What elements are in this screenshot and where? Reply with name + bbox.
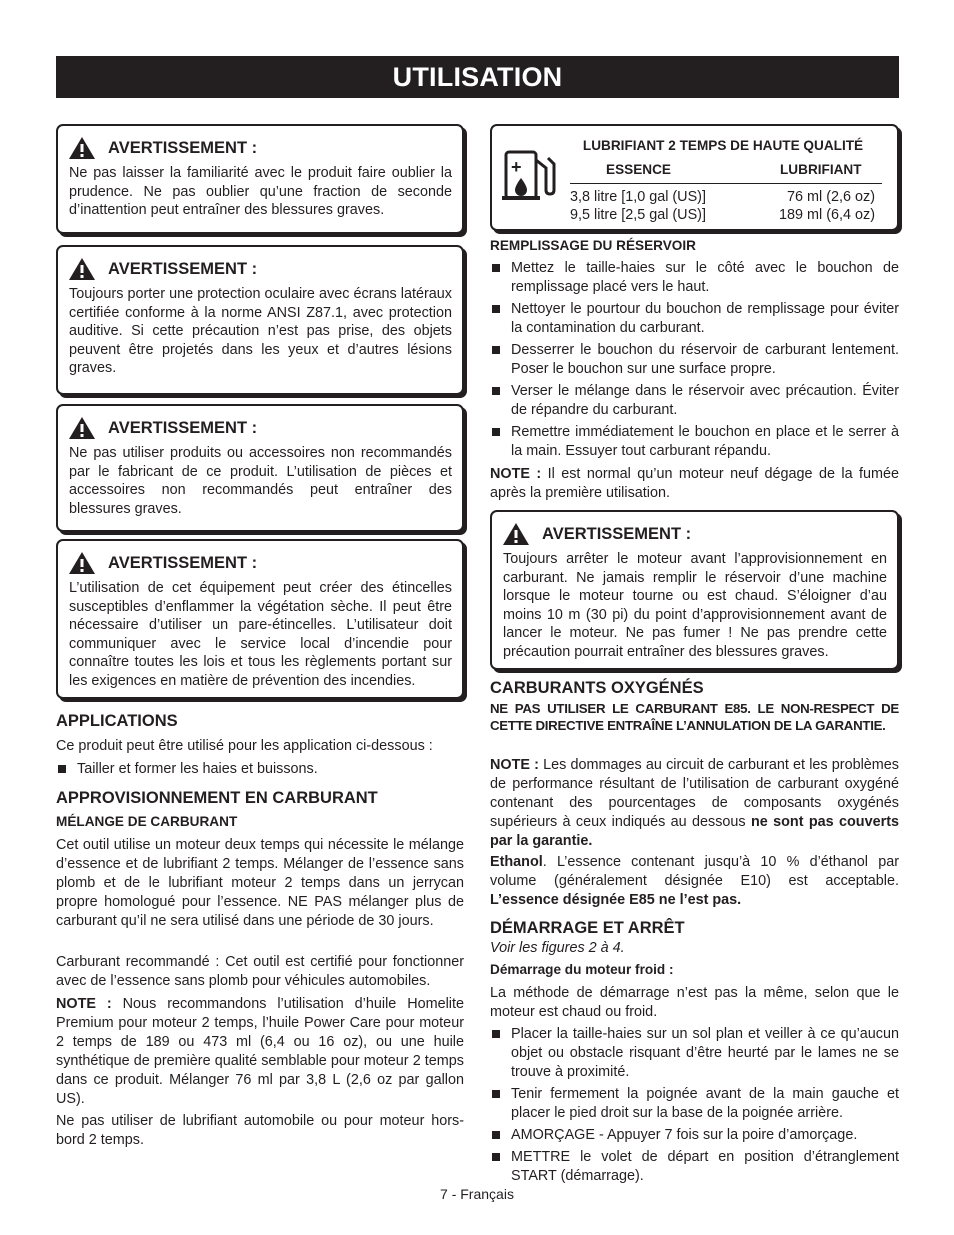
warning-text: L’utilisation de cet équipement peut créer des étincelles susceptibles d’enflammer la végétation sèche. Il peut être nécessaire d’utiliser un pare-étincelles. L’utilisateur doit communiquer avec le service local d’incendie pour connaître toutes les lois et tous les règlements portant sur les exigences en matière de prévention des incendies. (69, 580, 452, 689)
subheading-fuel-mix: MÉLANGE DE CARBURANT (56, 814, 238, 829)
fuel-table-cell: 3,8 litre [1,0 gal (US)] (570, 189, 706, 205)
warning-triangle-icon (68, 136, 96, 160)
section-heading-start-stop: DÉMARRAGE ET ARRÊT (490, 919, 685, 937)
warning-box (56, 124, 464, 234)
page-title: UTILISATION (56, 56, 899, 98)
list-item: Mettez le taille-haies sur le côté avec le bouchon de remplissage placé vers le haut. (490, 259, 899, 297)
bullet-square-icon (492, 1030, 500, 1038)
fuel-table-divider (570, 183, 882, 184)
warning-title: AVERTISSEMENT : (108, 553, 258, 572)
list-item: Tailler et former les haies et buissons. (56, 760, 464, 779)
subheading-cold-start: Démarrage du moteur froid : (490, 962, 674, 977)
fuel-table-cell: 9,5 litre [2,5 gal (US)] (570, 207, 706, 223)
bullet-square-icon (492, 264, 500, 272)
start-intro-paragraph: La méthode de démarrage n’est pas la même, selon que le moteur est chaud ou froid. (490, 985, 899, 1020)
bullet-square-icon (58, 765, 66, 773)
list-item: Verser le mélange dans le réservoir avec précaution. Éviter de répandre du carburant. (490, 382, 899, 420)
warning-box (56, 245, 464, 395)
tank-filling-list (490, 259, 899, 464)
list-item: Placer la taille-haies sur un sol plan et veiller à ce qu’aucun objet ou obstacle risquant d’être heurté par le lames ne se trouve à proximité. (490, 1025, 899, 1082)
fuel-table-header-oil: LUBRIFIANT (780, 162, 862, 177)
bullet-square-icon (492, 1131, 500, 1139)
ethanol-paragraph: Ethanol. L’essence contenant jusqu’à 10 % d’éthanol par volume (généralement désignée E10) est acceptable. L’essence désignée E85 ne l’est pas. (490, 854, 899, 908)
svg-text:+: + (511, 157, 522, 177)
list-item: Desserrer le bouchon du réservoir de carburant lentement. Poser le bouchon sur une surface propre. (490, 341, 899, 379)
warning-text: Ne pas laisser la familiarité avec le produit faire oublier la prudence. Ne pas oublier qu’une fraction de seconde d’inattention peut entraîner des blessures graves. (69, 165, 452, 219)
fuel-table-cell: 76 ml (2,6 oz) (787, 189, 875, 205)
bullet-square-icon (492, 387, 500, 395)
fuel-table-header-gasoline: ESSENCE (606, 162, 671, 177)
warning-title: AVERTISSEMENT : (108, 418, 258, 437)
fuel-pump-icon (502, 146, 558, 202)
warning-triangle-icon (68, 551, 96, 575)
warning-text: Toujours porter une protection oculaire avec écrans latéraux certifiée conforme à la norme ANSI Z87.1, avec protection auditive. Si cette précaution n’est pas prise, des objets peuvent être projetés dans les yeux et d’autres lésions graves. (69, 286, 452, 377)
fuel-mix-paragraph: Cet outil utilise un moteur deux temps qui nécessite le mélange d’essence et de lubrifiant 2 temps. Mélanger de l’essence sans plomb et de le lubrifiant moteur 2 temps dans un jerrycan propre homologué pour l’essence. NE PAS mélanger plus de carburant qu’il ne sera utilisé dans une période de 30 jours. (56, 837, 464, 929)
warning-triangle-icon (68, 416, 96, 440)
section-heading-fuel-supply: APPROVISIONNEMENT EN CARBURANT (56, 789, 378, 807)
ethanol-label: Ethanol (490, 854, 543, 870)
section-heading-oxygenated: CARBURANTS OXYGÉNÉS (490, 679, 704, 697)
oxygenated-note-paragraph: NOTE : Les dommages au circuit de carburant et les problèmes de performance résultant de l’utilisation de carburant oxygéné contenant des pourcentages de composants oxygénés supérieurs à ceux indiqués au dessous ne sont pas couverts par la garantie. (490, 757, 900, 849)
list-item: Remettre immédiatement le bouchon en place et le serrer à la main. Essuyer tout carburant répandu. (490, 423, 899, 461)
warning-triangle-icon (68, 257, 96, 281)
oil-note-paragraph: NOTE : Nous recommandons l’utilisation d’huile Homelite Premium pour moteur 2 temps, l’huile Power Care pour moteur 2 temps de 189 ou 473 ml (6,4 ou 16 oz), ou une huile synthétique de première qualité semblable pour moteur 2 temps dans ce produit. Mélanger 76 ml par 3,8 L (2,6 oz par gallon US). (56, 996, 465, 1107)
lubricant-warning-paragraph: Ne pas utiliser de lubrifiant automobile ou pour moteur hors-bord 2 temps. (56, 1113, 464, 1148)
warning-title: AVERTISSEMENT : (108, 259, 258, 278)
figure-reference: Voir les figures 2 à 4. (490, 940, 625, 956)
fuel-table-cell: 189 ml (6,4 oz) (779, 207, 875, 223)
e85-warning: NE PAS UTILISER LE CARBURANT E85. LE NON-RESPECT DE CETTE DIRECTIVE ENTRAÎNE L’ANNULATION DE LA GARANTIE. (490, 701, 899, 733)
warning-title: AVERTISSEMENT : (108, 138, 258, 157)
list-item: METTRE le volet de départ en position d’étranglement START (démarrage). (490, 1148, 899, 1186)
warning-box (56, 404, 464, 532)
note-label: NOTE : (56, 996, 112, 1012)
fuel-table-title: LUBRIFIANT 2 TEMPS DE HAUTE QUALITÉ (582, 138, 864, 153)
warning-box (56, 539, 464, 699)
bullet-square-icon (492, 346, 500, 354)
bullet-square-icon (492, 1153, 500, 1161)
section-heading-applications: APPLICATIONS (56, 712, 178, 730)
subheading-tank-filling: REMPLISSAGE DU RÉSERVOIR (490, 238, 696, 253)
note-label: NOTE : (490, 466, 542, 482)
warning-title: AVERTISSEMENT : (542, 524, 692, 543)
warning-text: Toujours arrêter le moteur avant l’approvisionnement en carburant. Ne jamais remplir le réservoir d’une machine lorsque le moteur tourne ou est chaud. S’éloigner d’au moins 10 m (30 pi) du point d’approvisionnement avant de lancer le moteur. Ne pas fumer ! Ne pas prendre cette précaution pourrait entraîner des blessures graves. (503, 551, 887, 660)
note-label: NOTE : (490, 757, 539, 773)
list-item: Nettoyer le pourtour du bouchon de remplissage pour éviter la contamination du carburant. (490, 300, 899, 338)
applications-intro: Ce produit peut être utilisé pour les application ci-dessous : (56, 738, 433, 754)
recommended-fuel-paragraph: Carburant recommandé : Cet outil est certifié pour fonctionner avec de l’essence sans plomb pour véhicules automobiles. (56, 954, 464, 989)
list-item: Tenir fermement la poignée avant de la main gauche et placer le pied droit sur la base de la poignée arrière. (490, 1085, 899, 1123)
warning-triangle-icon (502, 522, 530, 546)
applications-list (56, 760, 464, 782)
fuel-mix-table (490, 124, 899, 231)
cold-start-list (490, 1025, 899, 1189)
bullet-square-icon (492, 428, 500, 436)
bullet-square-icon (492, 305, 500, 313)
page-footer: 7 - Français (440, 1186, 514, 1202)
bullet-square-icon (492, 1090, 500, 1098)
smoke-note-paragraph: NOTE : Il est normal qu’un moteur neuf dégage de la fumée après la première utilisation. (490, 466, 899, 501)
warning-box (490, 510, 899, 670)
list-item: AMORÇAGE - Appuyer 7 fois sur la poire d’amorçage. (490, 1126, 899, 1145)
warning-text: Ne pas utiliser produits ou accessoires non recommandés par le fabricant de ce produit. L’utilisation de pièces et accessoires non recommandés peut entraîner des blessures graves. (69, 445, 452, 517)
